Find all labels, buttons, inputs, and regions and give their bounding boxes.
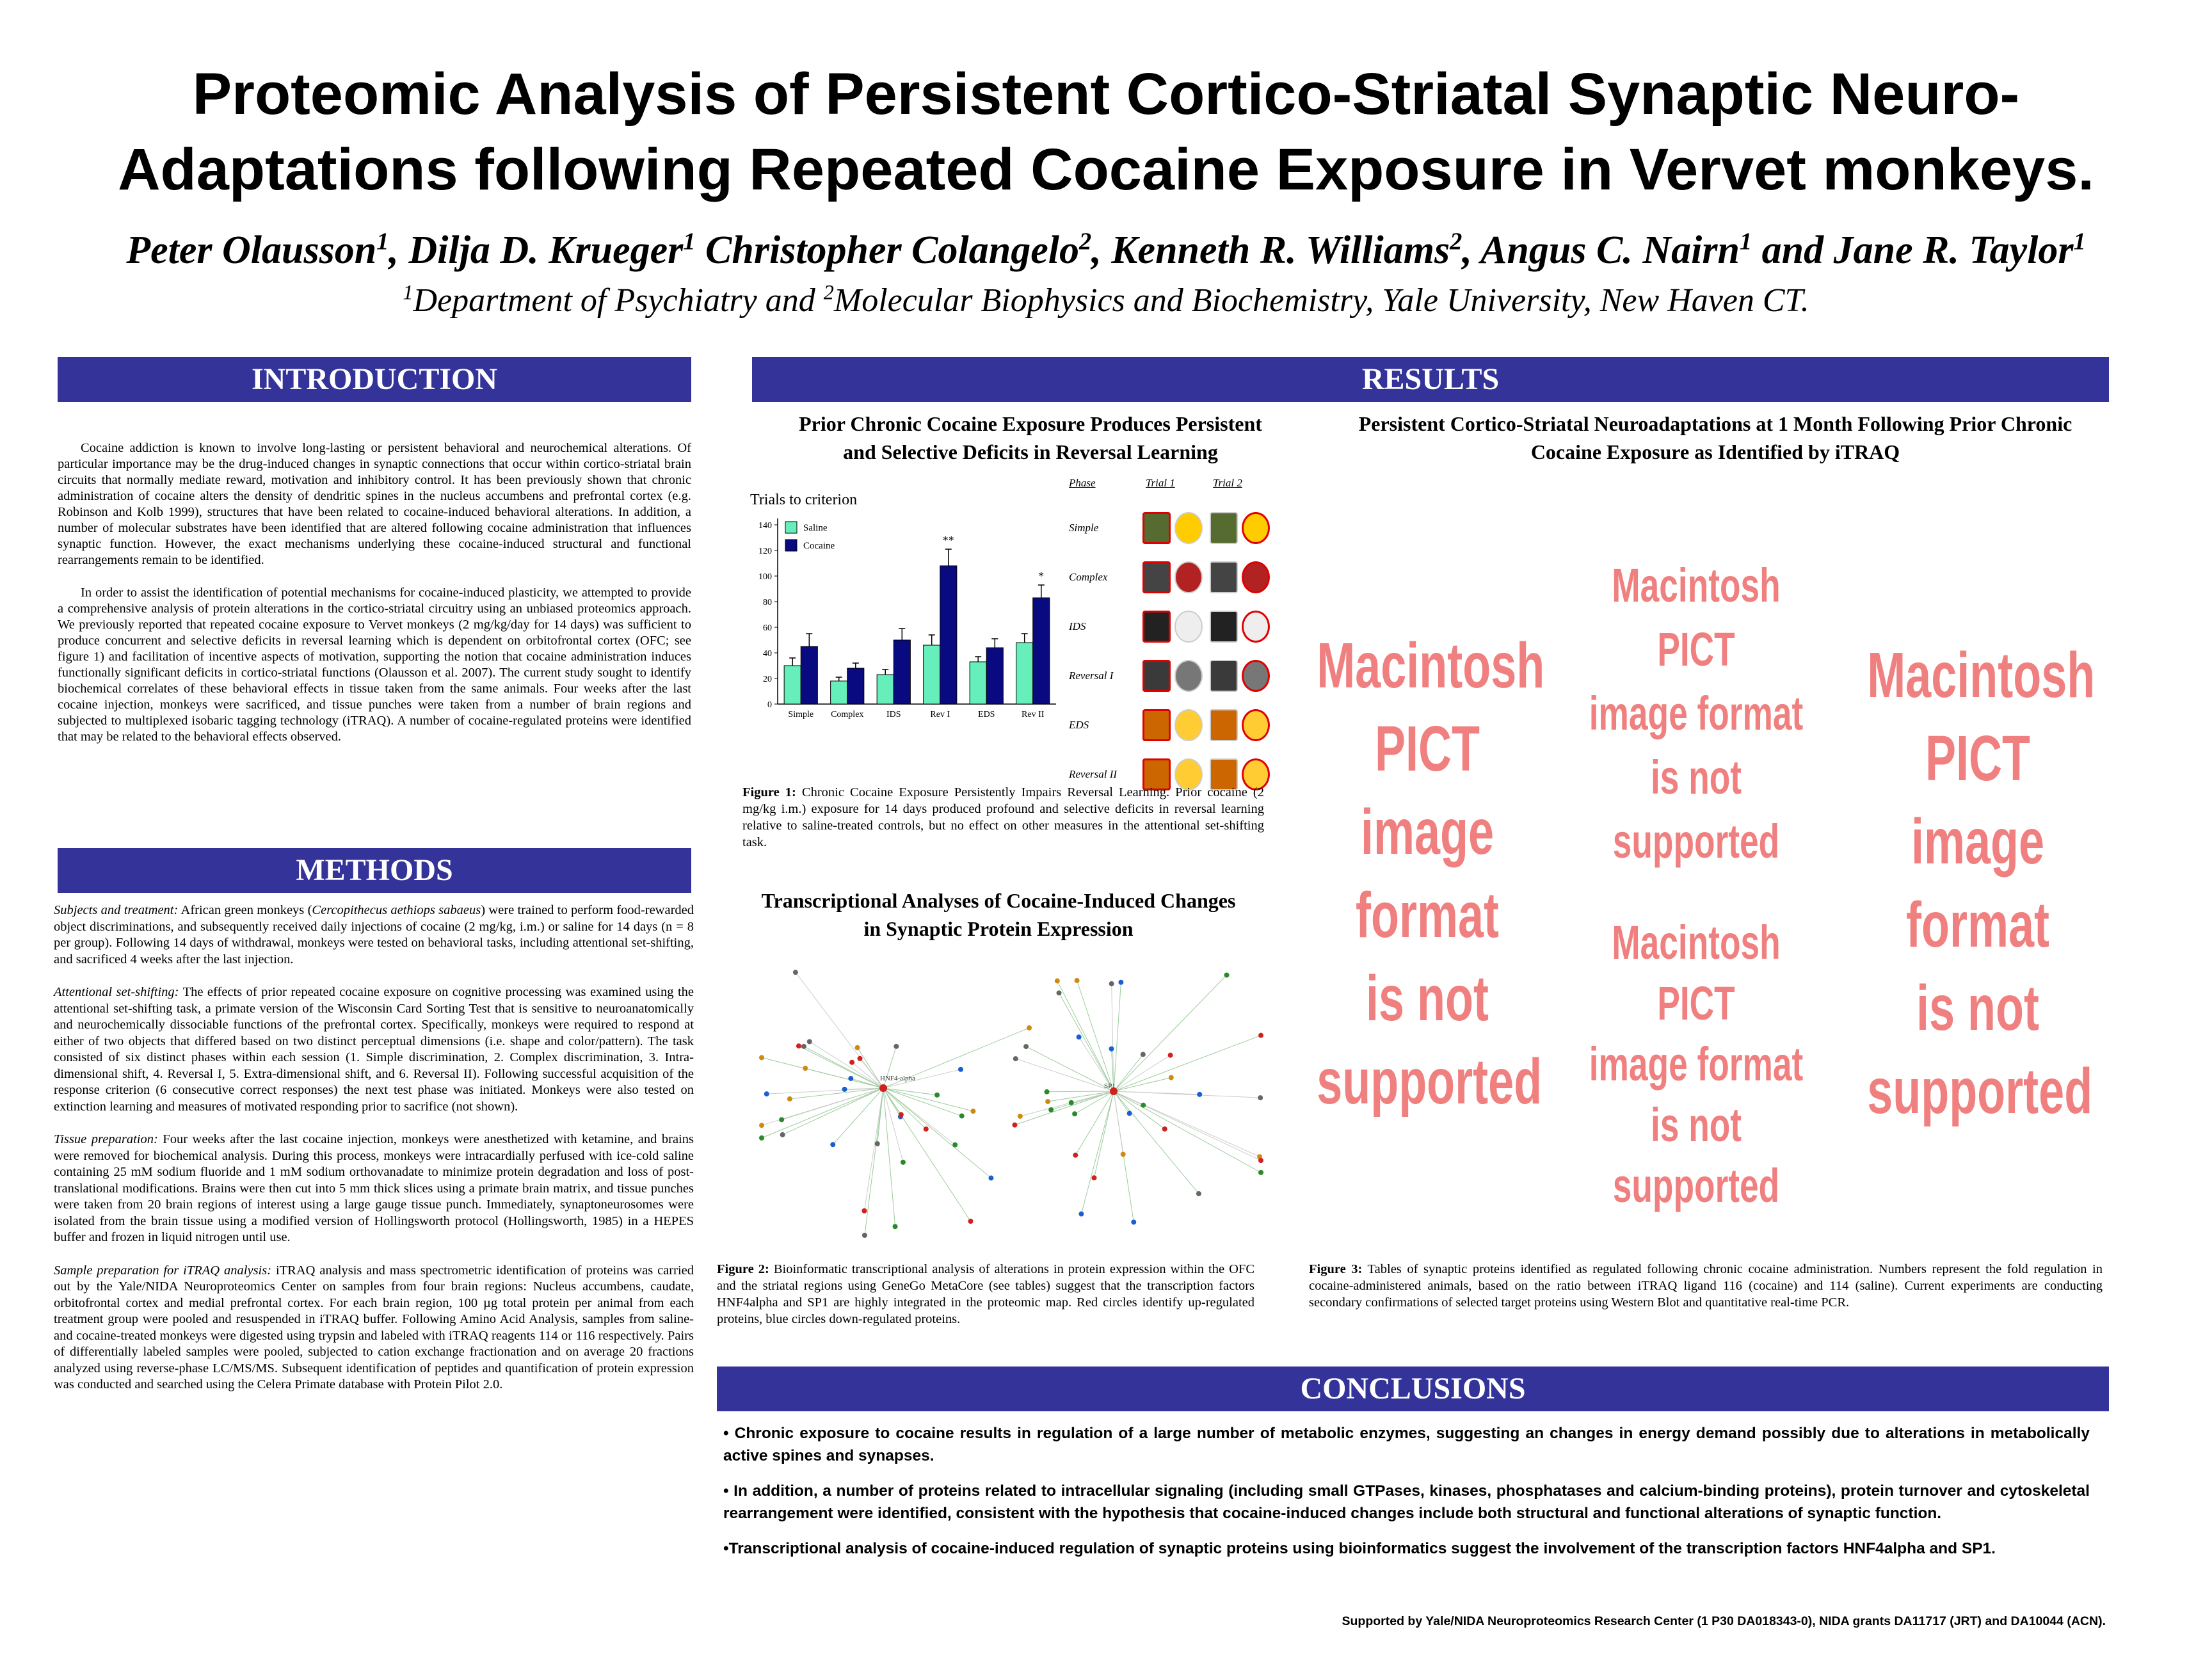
network-node bbox=[1127, 1111, 1132, 1116]
network-node bbox=[875, 1141, 880, 1146]
network-node bbox=[1023, 1044, 1029, 1049]
network-node bbox=[796, 1043, 801, 1048]
methods-text bbox=[54, 902, 694, 1410]
conclusion-bullet-1: • Chronic exposure to cocaine results in regulation of a large number of metabolic enzymes, suggesting an changes in energy demand possibly due to alterations in metabolically active spines and synapses. bbox=[723, 1425, 2090, 1464]
conclusions-text bbox=[723, 1422, 2090, 1573]
network-edge bbox=[883, 1088, 991, 1178]
network-edge bbox=[1026, 1046, 1114, 1091]
author-1: Peter Olausson$^1$, bbox=[126, 228, 409, 272]
y-tick-label: 60 bbox=[763, 623, 772, 633]
x-tick-label: Rev I bbox=[930, 710, 950, 719]
stimulus-object bbox=[1210, 611, 1238, 643]
network-node bbox=[1258, 1095, 1263, 1100]
network-node bbox=[959, 1114, 965, 1119]
stimulus-object bbox=[1242, 561, 1270, 593]
bar-cocaine-2 bbox=[894, 640, 910, 704]
bar-saline-3 bbox=[924, 645, 940, 704]
pict-placeholder-3: Macintosh PICT image format is not supported bbox=[1867, 639, 2096, 1127]
network-edge bbox=[1114, 1091, 1143, 1105]
network-node bbox=[1258, 1033, 1263, 1038]
y-tick-label: 0 bbox=[767, 700, 772, 710]
title-line-2: Adaptations following Repeated Cocaine Exposure in Vervet monkeys. bbox=[118, 137, 2094, 202]
network-node bbox=[1012, 1123, 1017, 1128]
network-edge bbox=[1114, 1091, 1260, 1157]
network-node bbox=[764, 1091, 769, 1096]
phase-label: Complex bbox=[1069, 571, 1108, 583]
network-node bbox=[787, 1096, 792, 1102]
network-node bbox=[801, 1044, 806, 1049]
author-6: Jane R. Taylor$^1$ bbox=[1833, 228, 2086, 272]
network-node bbox=[901, 1160, 906, 1165]
network-node bbox=[894, 1044, 899, 1049]
network-edge bbox=[810, 1041, 883, 1088]
y-tick-label: 80 bbox=[763, 598, 772, 607]
stimulus-object bbox=[1174, 561, 1203, 593]
network-edge bbox=[1016, 1059, 1114, 1091]
network-node bbox=[862, 1233, 867, 1238]
phase-label: IDS bbox=[1069, 620, 1086, 632]
network-node bbox=[830, 1142, 835, 1147]
network-node bbox=[924, 1126, 929, 1132]
network-edge bbox=[1114, 1091, 1261, 1173]
methods-set-shifting: Attentional set-shifting: The effects of prior repeated cocaine exposure on cognitive processing was examined using the attentional set-shifting task, a primate version of the Wisconsin Card Sorting Test that is sensitive to neuroanatomically and neurochemically dissociable functions of the prefrontal cortex. Specifically, monkeys were required to respond at either of two objects that differed based on two distinct perceptual dimensions (i.e. shape and color/pattern). The task consisted of six distinct phases within each session (1. Simple discrimination, 2. Complex discrimination, 3. Intra-dimensional shift, 4. Reversal I, 5. Extra-dimensional shift, and 6. Reversal II). Following successful acquisition of the response criterion (6 consecutive correct responses) the next test phase was initiated. Monkeys were also tested on extinction learning and measures of motivated responding prior to sacrifice (not shown). bbox=[54, 985, 694, 1114]
network-node bbox=[1048, 1107, 1054, 1112]
figure-1-caption: Figure 1: Chronic Cocaine Exposure Persistently Impairs Reversal Learning. Prior cocaine (2 mg/kg i.m.) exposure for 14 days produced profound and selective deficits in reversal learning relative to saline-treated controls, but no effect on other measures in the attentional set-shifting task. bbox=[742, 785, 1264, 849]
network-edge bbox=[1059, 993, 1114, 1091]
network-node bbox=[759, 1055, 764, 1060]
network-node bbox=[952, 1142, 958, 1148]
network-edge bbox=[1114, 982, 1121, 1091]
stimulus-object bbox=[1142, 660, 1171, 692]
network-edge bbox=[1057, 981, 1114, 1091]
figure-2-title: Transcriptional Analyses of Cocaine-Induced Changes in Synaptic Protein Expression bbox=[761, 889, 1236, 940]
bar-cocaine-1 bbox=[847, 668, 864, 704]
stimulus-object bbox=[1174, 660, 1203, 692]
bar-cocaine-5 bbox=[1033, 598, 1050, 704]
phase-label: Simple bbox=[1069, 522, 1099, 534]
bar-cocaine-3 bbox=[940, 566, 957, 704]
network-node bbox=[934, 1093, 940, 1098]
network-node bbox=[759, 1135, 764, 1141]
network-edge bbox=[1114, 1091, 1199, 1194]
network-node bbox=[780, 1132, 785, 1137]
trial2-header: Trial 2 bbox=[1213, 477, 1242, 489]
author-2: Dilja D. Krueger$^1$ bbox=[408, 228, 696, 272]
figure-2-caption: Figure 2: Bioinformatic transcriptional analysis of alterations in protein expression within the OFC and the striatal regions using GeneGo MetaCore (see tables) suggest that the transcription factors HNF4alpha and SP1 are highly integrated in the proteomic map. Red circles identify up-regulated proteins, blue circles down-regulated proteins. bbox=[717, 1262, 1254, 1326]
phase-header: Phase bbox=[1069, 477, 1096, 489]
hub-label-hnf4: HNF4-alpha bbox=[880, 1075, 915, 1082]
stimulus-object bbox=[1142, 512, 1171, 544]
legend-swatch-saline bbox=[785, 522, 797, 533]
phase-label: Reversal I bbox=[1069, 669, 1114, 682]
network-node bbox=[849, 1060, 854, 1065]
stimulus-object bbox=[1242, 660, 1270, 692]
stimulus-object bbox=[1210, 709, 1238, 741]
stimulus-object bbox=[1242, 709, 1270, 741]
x-tick-label: IDS bbox=[886, 710, 901, 719]
network-node bbox=[1121, 1151, 1126, 1157]
y-tick-label: 120 bbox=[758, 547, 772, 556]
network-node bbox=[1057, 990, 1062, 995]
network-node bbox=[1018, 1114, 1023, 1119]
network-node bbox=[1141, 1052, 1146, 1057]
stimulus-object bbox=[1174, 611, 1203, 643]
introduction-text bbox=[58, 440, 691, 762]
network-node bbox=[858, 1056, 863, 1061]
network-node bbox=[893, 1224, 898, 1229]
network-node bbox=[958, 1067, 963, 1072]
network-node bbox=[793, 970, 798, 975]
stimulus-object bbox=[1142, 709, 1171, 741]
bar-cocaine-4 bbox=[986, 648, 1003, 704]
network-node bbox=[1224, 972, 1230, 977]
network-node bbox=[970, 1109, 975, 1114]
conclusion-bullet-3: •Transcriptional analysis of cocaine-induced regulation of synaptic proteins using bioinformatics suggest the involvement of the transcription factors HNF4alpha and SP1. bbox=[723, 1540, 1996, 1557]
network-node bbox=[1258, 1158, 1263, 1163]
network-edge bbox=[883, 1088, 895, 1226]
hub-label-sp1: SP1 bbox=[1104, 1082, 1116, 1090]
network-node bbox=[1141, 1103, 1146, 1108]
network-node bbox=[855, 1045, 860, 1050]
legend-label-saline: Saline bbox=[803, 523, 828, 533]
intro-paragraph-2: In order to assist the identification of potential mechanisms for cocaine-induced plasticity, we attempted to provide a comprehensive analysis of protein alterations in the cortico-striatal circuitry using an unbiased proteomics approach. We previously reported that repeated cocaine exposure to Vervet monkeys (2 mg/kg/day for 14 days) was sufficient to produce concurrent and selective deficits in reversal learning which is dependent on orbitofrontal cortex (OFC; see figure 1) and facilitation of incentive aspects of motivation, supporting the notion that cocaine administration induces functionally significant deficits in cortico-striatal functions (Olausson et al. 2007). The current study sought to identify biochemical correlates of these behavioral effects in tissue taken from the same animals. Four weeks after the last cocaine injection, monkeys were sacrificed, and tissue punches were taken from a number of brain regions and subjected to multiplexed isobaric tagging technology (iTRAQ). A number of cocaine-regulated proteins were identified that may be related to the behavioral effects observed. bbox=[58, 586, 691, 744]
bar-saline-4 bbox=[970, 662, 986, 704]
phase-stimuli-table bbox=[1069, 477, 1274, 778]
y-tick-label: 20 bbox=[763, 675, 772, 684]
methods-subjects: Subjects and treatment: African green monkeys (Cercopithecus aethiops sabaeus) were trained to perform food-rewarded object discriminations, and subsequently received daily injections of cocaine (2 mg/kg, i.m.) or saline for 14 days (n = 8 per group). Following 14 days of withdrawal, monkeys were tested on behavioral tasks, including attentional set-shifting, and sacrificed 4 weeks after the last injection. bbox=[54, 903, 694, 966]
network-node bbox=[1162, 1126, 1167, 1132]
network-node bbox=[1109, 1046, 1114, 1052]
network-edge bbox=[1114, 1091, 1260, 1098]
x-tick-label: Simple bbox=[788, 710, 814, 719]
network-node bbox=[1169, 1075, 1174, 1080]
y-tick-label: 100 bbox=[758, 572, 772, 582]
network-node bbox=[1055, 979, 1060, 984]
x-tick-label: Rev II bbox=[1022, 710, 1045, 719]
y-tick-label: 140 bbox=[758, 521, 772, 531]
pict-placeholder-2: Macintosh PICT image format is not supported bbox=[1589, 559, 1804, 868]
stimulus-object bbox=[1210, 512, 1238, 544]
network-node bbox=[988, 1176, 993, 1181]
conclusions-heading: CONCLUSIONS bbox=[717, 1366, 2109, 1411]
conclusion-bullet-2: • In addition, a number of proteins related to intracellular signaling (including small GTPases, kinases, phosphatases and calcium-binding proteins), protein turnover and cytoskeletal rearrangement were identified, consistent with the hypothesis that cocaine-induced changes include both structural and functional alterations of synaptic function. bbox=[723, 1482, 2090, 1522]
pict-placeholder-4: Macintosh PICT image format is not supported bbox=[1589, 916, 1804, 1212]
network-node bbox=[803, 1066, 808, 1071]
network-edge bbox=[1081, 1091, 1114, 1214]
network-node bbox=[1091, 1175, 1096, 1180]
network-node bbox=[1197, 1092, 1202, 1097]
network-edge bbox=[1014, 1091, 1114, 1125]
x-tick-label: Complex bbox=[831, 710, 864, 719]
network-edge bbox=[858, 1048, 883, 1088]
network-hub bbox=[879, 1084, 887, 1092]
bar-saline-1 bbox=[831, 681, 847, 704]
funding-acknowledgement: Supported by Yale/NIDA Neuroproteomics Research Center (1 P30 DA018343-0), NIDA grants DA11717 (JRT) and DA10044 (ACN). bbox=[1342, 1614, 2106, 1628]
network-node bbox=[779, 1117, 784, 1122]
methods-tissue: Tissue preparation: Four weeks after the last cocaine injection, monkeys were anesthetized with ketamine, and brains were removed for biochemical analysis. During this process, monkeys were intracardially perfused with ice-cold saline containing 25 mM sodium fluoride and 1 mM sodium orthovanadate to minimize protein degradation and loss of post-translational modifications. Brains were then cut into 5 mm thick slices using a primate brain matrix, and tissue punches were taken from 20 brain regions of interest using a large gauge tissue punch. Immediately, synaptoneurosomes were isolated from the brain tissue using a modified version of Hollingsworth protocol (Hollingsworth, 1985) in a HEPES buffer and frozen in liquid nitrogen until use. bbox=[54, 1132, 694, 1244]
results-heading: RESULTS bbox=[752, 357, 2109, 402]
network-node bbox=[1168, 1053, 1173, 1058]
y-axis-label: Trials to criterion bbox=[750, 492, 858, 508]
network-node bbox=[1078, 1212, 1084, 1217]
phase-label: Reversal II bbox=[1069, 768, 1118, 780]
figure-1-bar-chart bbox=[742, 486, 1062, 730]
network-node bbox=[1077, 1034, 1082, 1039]
network-edge bbox=[1114, 1078, 1171, 1091]
network-edge bbox=[762, 1088, 883, 1138]
network-edge bbox=[883, 1088, 926, 1129]
network-edge bbox=[796, 972, 883, 1088]
figure-3-caption: Figure 3: Tables of synaptic proteins identified as regulated following chronic cocaine administration. Numbers represent the fold regulation in cocaine-administered animals, based on the ratio between iTRAQ ligand 116 (cocaine) and 114 (saline). Current experiments are conducting secondary confirmations of selected target proteins using Western Blot and quantitative real-time PCR. bbox=[1309, 1262, 2103, 1310]
pict-placeholder-1: Macintosh PICT image format is not supported bbox=[1317, 630, 1545, 1118]
stimulus-object bbox=[1142, 561, 1171, 593]
network-node bbox=[1258, 1170, 1263, 1175]
trial1-header: Trial 1 bbox=[1146, 477, 1175, 489]
network-node bbox=[1109, 981, 1114, 986]
author-list bbox=[0, 225, 2212, 275]
legend-swatch-cocaine bbox=[785, 540, 797, 551]
network-node bbox=[1027, 1025, 1032, 1030]
network-node bbox=[968, 1219, 973, 1224]
phase-label: EDS bbox=[1069, 719, 1089, 731]
network-edge bbox=[767, 1088, 883, 1094]
bar-saline-2 bbox=[877, 675, 894, 704]
significance-marker: * bbox=[1038, 570, 1045, 582]
protein-network-map bbox=[755, 954, 1267, 1254]
network-edge bbox=[783, 1088, 883, 1135]
network-edge bbox=[799, 1046, 883, 1088]
significance-marker: ** bbox=[942, 534, 954, 547]
methods-itraq: Sample preparation for iTRAQ analysis: iTRAQ analysis and mass spectrometric identification of proteins was carried out by the Yale/NIDA Neuroproteomics Center on samples from four brain regions: Nucleus accumbens, caudate, orbitofrontal cortex and medial prefrontal cortex. For each brain region, 100 µg total protein per animal from each treatment group were pooled and resuspended in iTRAQ buffer. Following Amino Acid Analysis, samples from saline- and cocaine-treated monkeys were digested using trypsin and labeled with iTRAQ reagents 114 or 116 respectively. Pairs of differentially labeled samples were pooled, subjected to cation exchange fractionation and on average 20 fractions analyzed using reverse-phase LC/MS/MS. Subsequent identification of peptides and quantification of protein expression was conducted and searched using the Celera Primate database with Protein Pilot 2.0. bbox=[54, 1263, 694, 1391]
title-line-1: Proteomic Analysis of Persistent Cortico-Striatal Synaptic Neuro- bbox=[192, 61, 2020, 127]
network-node bbox=[1073, 1153, 1078, 1158]
network-node bbox=[1131, 1219, 1136, 1224]
network-edge bbox=[883, 1088, 962, 1116]
network-node bbox=[759, 1123, 764, 1128]
poster-title bbox=[0, 56, 2212, 207]
y-tick-label: 40 bbox=[763, 649, 772, 659]
network-edge bbox=[865, 1088, 883, 1235]
network-node bbox=[842, 1087, 847, 1092]
author-3: Christopher Colangelo$^2$, bbox=[705, 228, 1112, 272]
stimulus-object bbox=[1174, 709, 1203, 741]
network-node bbox=[1118, 980, 1123, 985]
network-node bbox=[1072, 1111, 1077, 1116]
stimulus-object bbox=[1174, 512, 1203, 544]
network-node bbox=[807, 1039, 812, 1044]
stimulus-object bbox=[1242, 611, 1270, 643]
network-node bbox=[1013, 1056, 1018, 1061]
network-node bbox=[1075, 978, 1080, 983]
affiliation: $^1$Department of Psychiatry and $^2$Molecular Biophysics and Biochemistry, Yale University, New Haven CT. bbox=[403, 280, 1809, 319]
x-tick-label: EDS bbox=[978, 710, 995, 719]
introduction-heading: INTRODUCTION bbox=[58, 357, 691, 402]
network-edge bbox=[883, 1088, 937, 1095]
network-edge bbox=[1114, 975, 1227, 1091]
author-4: Kenneth R. Williams$^2$, bbox=[1111, 228, 1481, 272]
stimulus-object bbox=[1210, 660, 1238, 692]
network-edge bbox=[1077, 981, 1114, 1091]
bar-saline-5 bbox=[1016, 643, 1033, 704]
figure-3-title: Persistent Cortico-Striatal Neuroadaptations at 1 Month Following Prior Chronic Cocaine Exposure as Identified by iTRAQ bbox=[1358, 412, 2072, 463]
figure-1-title: Prior Chronic Cocaine Exposure Produces Persistent and Selective Deficits in Reversal Learning bbox=[799, 412, 1262, 463]
legend-label-cocaine: Cocaine bbox=[803, 541, 835, 551]
network-edge bbox=[1094, 1091, 1114, 1178]
network-node bbox=[1045, 1089, 1050, 1094]
stimulus-object bbox=[1242, 512, 1270, 544]
network-node bbox=[1045, 1099, 1050, 1104]
network-node bbox=[848, 1076, 853, 1081]
network-node bbox=[899, 1112, 904, 1117]
network-node bbox=[1069, 1100, 1074, 1105]
stimulus-object bbox=[1142, 611, 1171, 643]
network-edge bbox=[1114, 1091, 1165, 1129]
network-edge bbox=[883, 1088, 955, 1145]
bar-saline-0 bbox=[784, 666, 801, 704]
stimulus-object bbox=[1210, 561, 1238, 593]
methods-heading: METHODS bbox=[58, 848, 691, 893]
bar-cocaine-0 bbox=[801, 646, 817, 704]
network-edge bbox=[1047, 1091, 1114, 1092]
network-node bbox=[1196, 1191, 1201, 1196]
author-5: Angus C. Nairn$^1$ and bbox=[1480, 228, 1834, 272]
intro-paragraph-1: Cocaine addiction is known to involve long-lasting or persistent behavioral and neurochemical alterations. Of particular importance may be the drug-induced changes in synaptic connections that occur within cortico-striatal brain circuits that normally mediate reward, motivation and inhibitory control. It has been previously shown that chronic administration of cocaine alters the density of dendritic spines in the nucleus accumbens and prefrontal cortex (e.g. Robinson and Kolb 1999), structures that have been related to cocaine-induced behavioral alterations. In addition, a number of molecular substrates have been identified that are altered following cocaine administration that influences synaptic function. However, the exact mechanisms underlying these cocaine-induced structural and functional rearrangements remain to be identified. bbox=[58, 441, 691, 567]
network-node bbox=[862, 1208, 867, 1214]
network-edge bbox=[1020, 1091, 1114, 1116]
